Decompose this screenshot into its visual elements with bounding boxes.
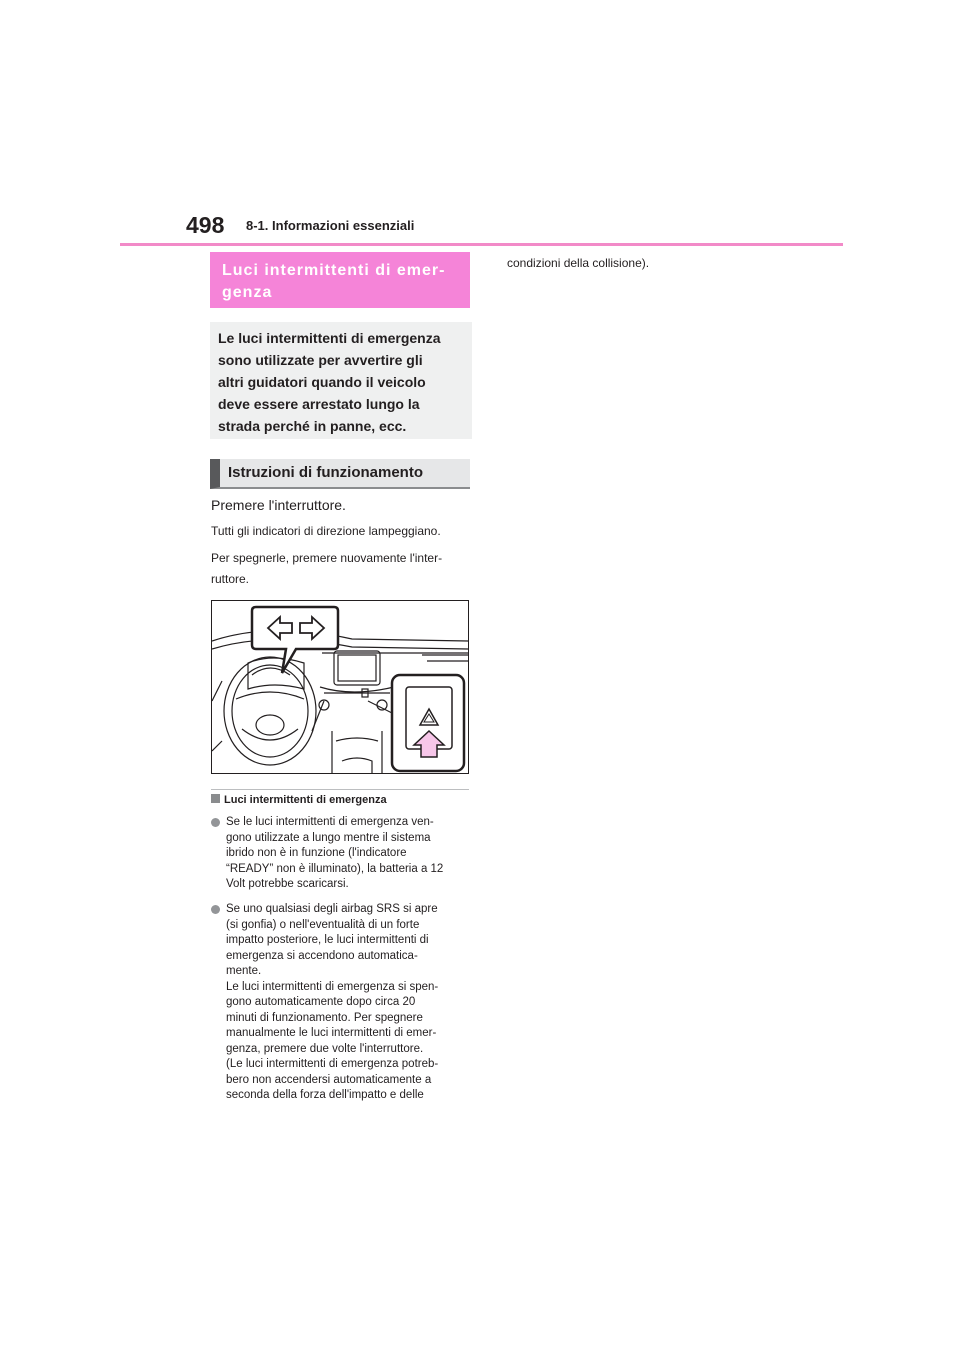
- note-line: seconda della forza dell'impatto e delle: [226, 1089, 424, 1101]
- bullet-dot-icon: [211, 818, 220, 827]
- notes-heading: [211, 794, 387, 806]
- bullet-dot-icon: [211, 905, 220, 914]
- note-line: Le luci intermittenti di emergenza si spen-: [226, 980, 439, 993]
- summary-line: altri guidatori quando il veicolo: [218, 374, 426, 390]
- note-line: gono utilizzate a lungo mentre il sistema: [226, 831, 431, 844]
- column2-text: condizioni della collisione).: [507, 256, 650, 270]
- note-line: bero non accendersi automaticamente a: [226, 1073, 432, 1086]
- note-line: impatto posteriore, le luci intermittenti di: [226, 934, 429, 946]
- note-line: Volt potrebbe scaricarsi.: [226, 878, 349, 890]
- subheading-box: [210, 459, 470, 489]
- callout-bubble: [252, 607, 338, 673]
- note-line: mente.: [226, 965, 262, 977]
- topic-title-box: [210, 252, 470, 308]
- note-line: minuti di funzionamento. Per spegnere: [226, 1011, 423, 1024]
- step-result-text: Tutti gli indicatori di direzione lampeggiano.: [211, 524, 441, 538]
- dashboard-illustration: [211, 600, 469, 774]
- summary-line: deve essere arrestato lungo la: [218, 396, 420, 412]
- note-bullet: [211, 815, 469, 893]
- note-text: [226, 815, 469, 893]
- note-line: genza, premere due volte l'interruttore.: [226, 1042, 424, 1055]
- subheading: Istruzioni di funzionamento: [228, 464, 423, 481]
- step-off-text: [211, 548, 471, 590]
- summary-line: sono utilizzate per avvertire gli: [218, 352, 423, 368]
- note-line: Se le luci intermittenti di emergenza ven-: [226, 816, 434, 828]
- note-line: “READY” non è illuminato), la batteria a 12: [226, 862, 444, 875]
- notes-heading-text: Luci intermittenti di emergenza: [224, 794, 387, 806]
- header-rule: [120, 243, 843, 246]
- dashboard-drawing: [212, 601, 469, 774]
- step-text: Premere l'interruttore.: [211, 497, 346, 513]
- note-line: Se uno qualsiasi degli airbag SRS si apre: [226, 903, 438, 915]
- note-line: emergenza si accendono automatica-: [226, 949, 418, 962]
- note-text: [226, 902, 469, 1104]
- section-title: 8-1. Informazioni essenziali: [246, 218, 415, 233]
- step-off-line: ruttore.: [211, 572, 250, 586]
- step-off-line: Per spegnerle, premere nuovamente l'inter-: [211, 551, 443, 565]
- topic-title: [222, 260, 466, 304]
- summary-line: Le luci intermittenti di emergenza: [218, 330, 441, 346]
- page-number: 498: [186, 212, 225, 238]
- summary-text: [218, 327, 468, 437]
- square-bullet-icon: [211, 794, 220, 803]
- summary-box: [210, 322, 472, 439]
- summary-line: strada perché in panne, ecc.: [218, 418, 407, 434]
- note-bullet: [211, 902, 469, 1104]
- notes-rule: [211, 789, 469, 790]
- note-line: gono automaticamente dopo circa 20: [226, 996, 416, 1008]
- note-line: ibrido non è in funzione (l'indicatore: [226, 847, 407, 859]
- topic-title-line: Luci intermittenti di emer-: [222, 262, 446, 279]
- note-line: manualmente le luci intermittenti di emer-: [226, 1027, 437, 1039]
- topic-title-line: genza: [222, 284, 273, 301]
- note-line: (si gonfia) o nell'eventualità di un forte: [226, 918, 420, 931]
- note-line: (Le luci intermittenti di emergenza potreb-: [226, 1058, 439, 1070]
